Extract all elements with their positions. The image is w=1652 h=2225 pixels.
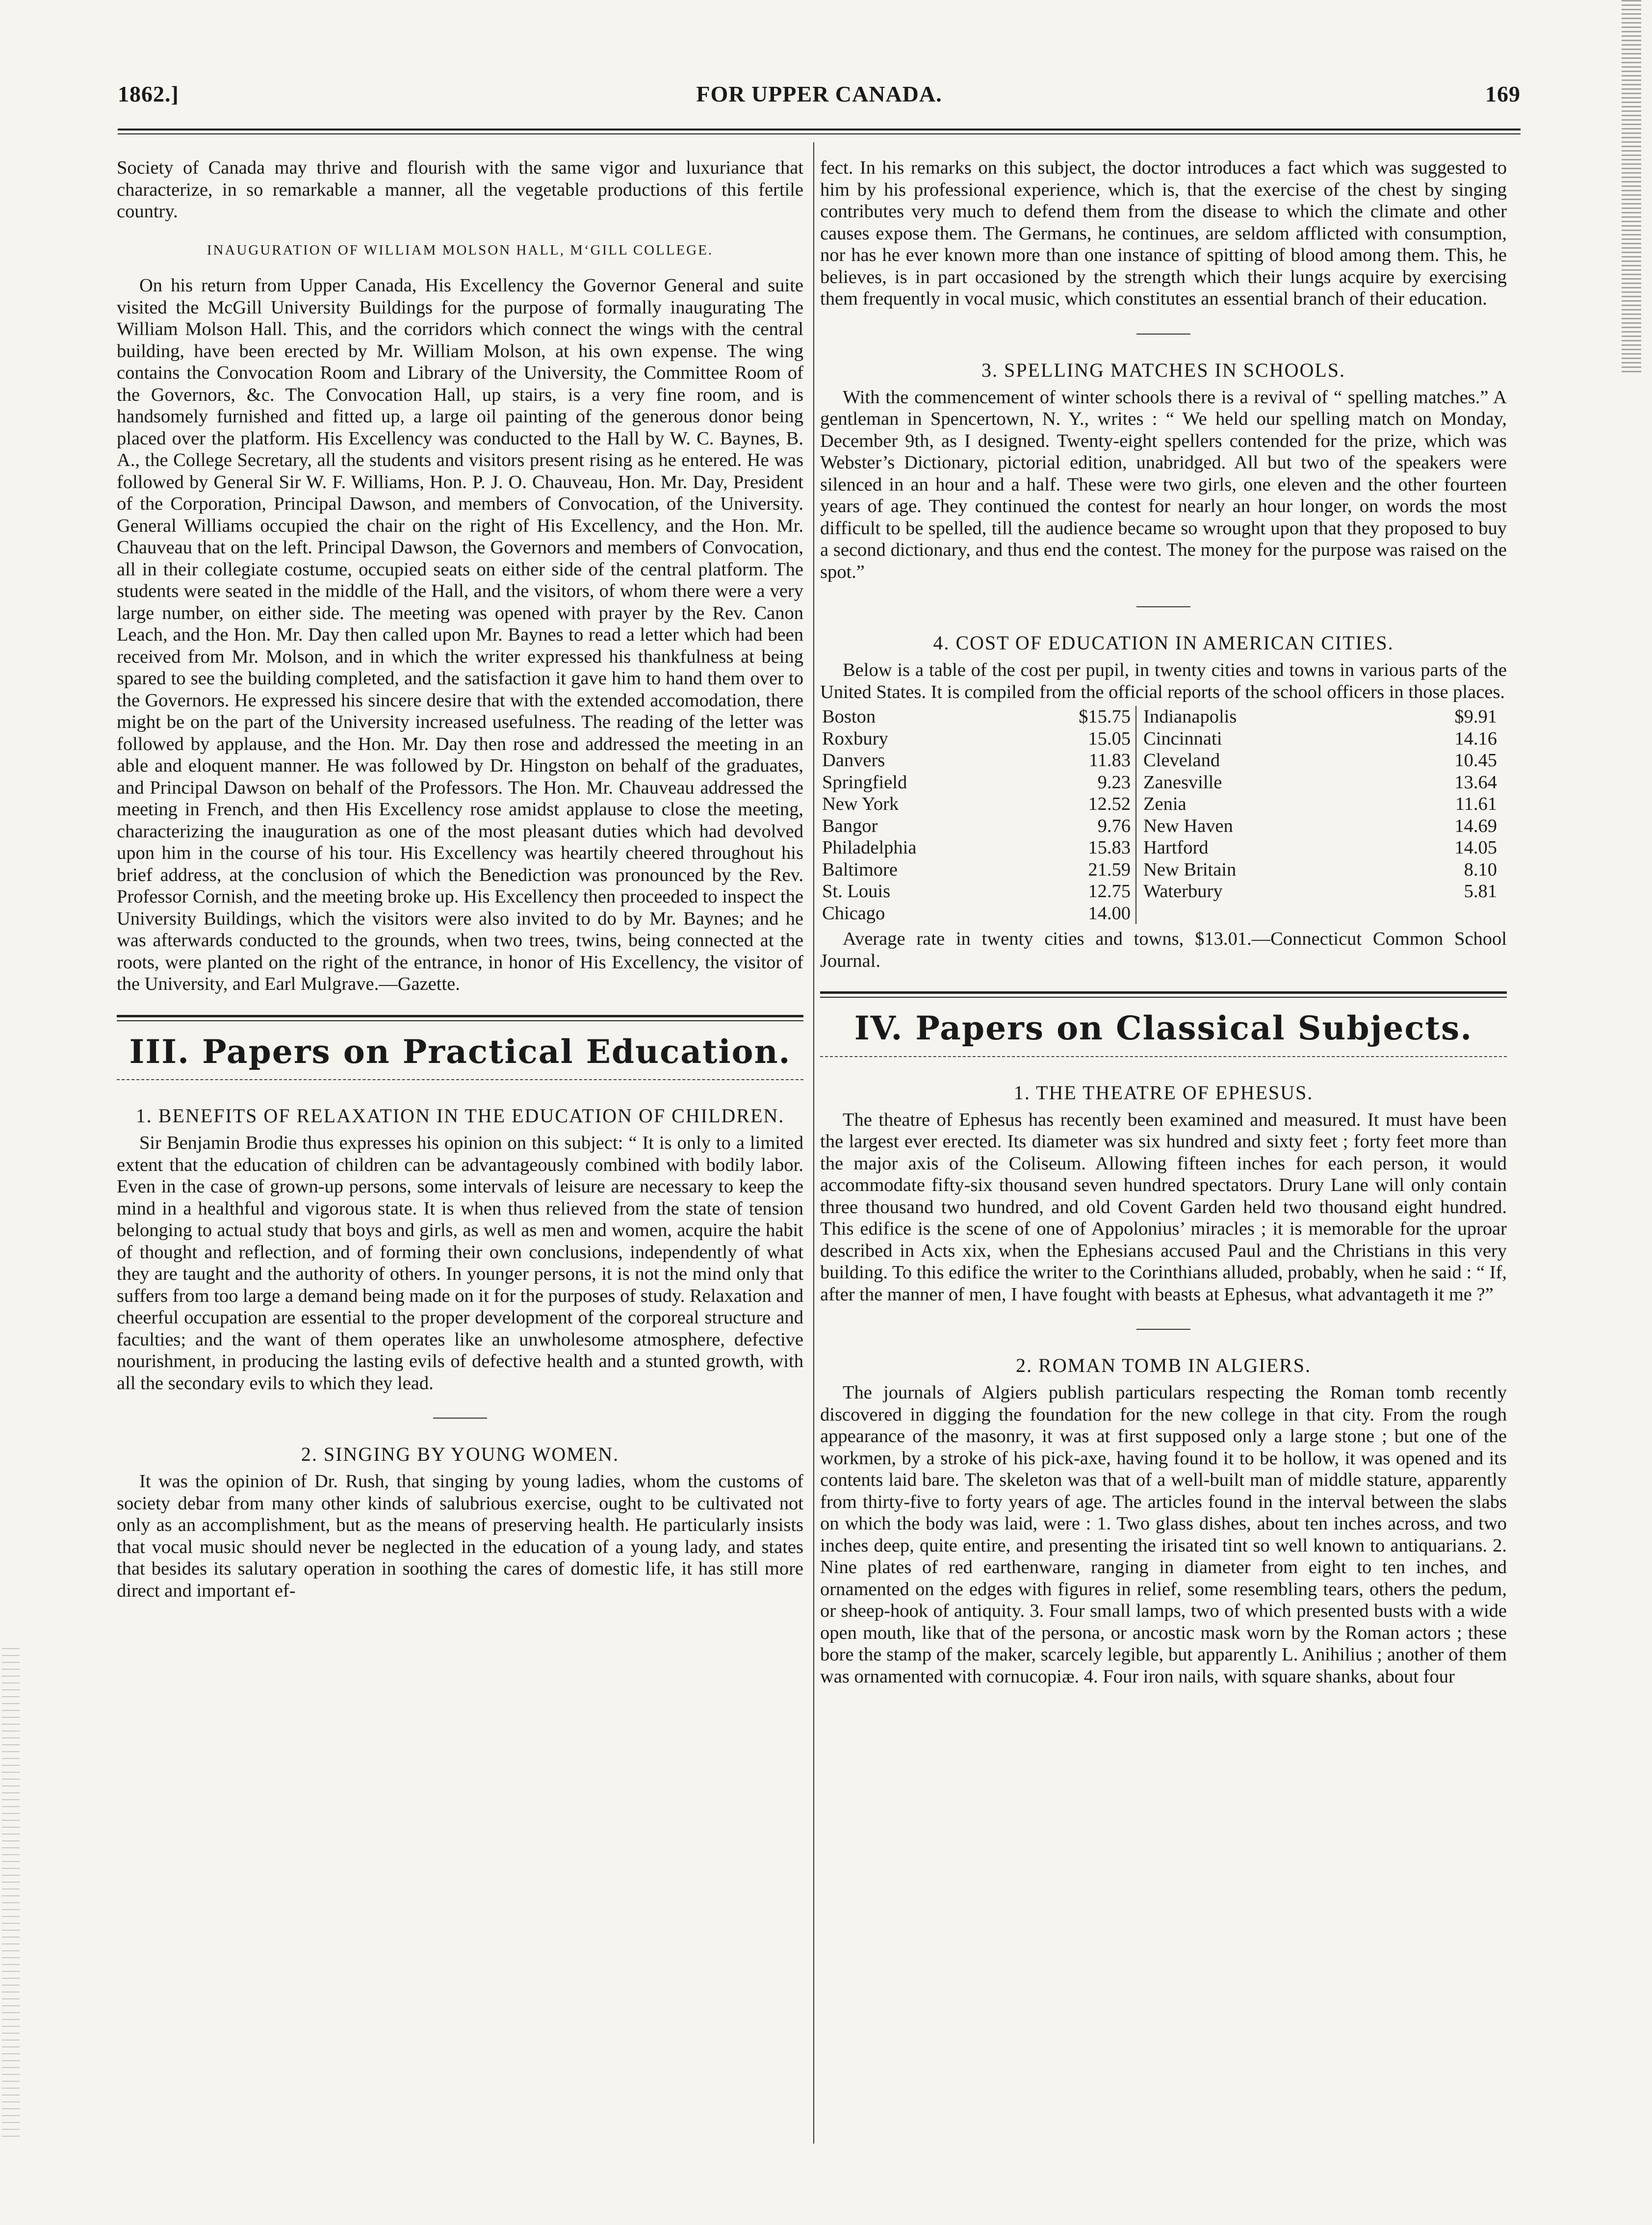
amount-cell: 13.64 [1454, 772, 1497, 793]
table-row [820, 728, 1507, 750]
amount-cell: 14.00 [1047, 903, 1136, 925]
header-title: FOR UPPER CANADA. [696, 81, 942, 106]
city-cell: Cincinnati [1143, 728, 1222, 749]
singing-paragraph: It was the opinion of Dr. Rush, that singing by young ladies, whom the customs of society debar from many other kinds of salubrious exercise, ought to be cultivated not only as an accomplishment, but as the means of preserving health. He particularly insists that vocal music should never be neglected in the education of a young lady, and states that besides its salutary operation in soothing the cares of domestic life, it has still more direct and important ef- [117, 1471, 803, 1601]
short-rule [1136, 606, 1190, 607]
city-cell [1136, 903, 1397, 925]
amount-cell: 9.23 [1047, 772, 1136, 794]
ephesus-paragraph: The theatre of Ephesus has recently been examined and measured. It must have been the largest ever erected. Its diameter was six hundred and sixty feet ; forty feet more than the major axis of the Coliseum. Allowing fifteen inches for each person, it would accommodate fifty-six thousand seven hundred spectators. Drury Lane will only contain three thousand two hundred, and old Covent Garden held two thousand eight hundred. This edifice is the scene of one of Appolonius’ miracles ; it is memorable for the uproar described in Acts xix, when the Ephesians accused Paul and the Christians in this very building. To this edifice the writer to the Corinthians alluded, probably, when he said : “ If, after the manner of men, I have fought with beasts at Ephesus, what advantageth it me ?” [820, 1109, 1507, 1305]
city-cell: Cleveland [1143, 750, 1220, 771]
section-heading-ephesus: 1. THE THEATRE OF EPHESUS. [1013, 1081, 1314, 1104]
relaxation-paragraph: Sir Benjamin Brodie thus expresses his opinion on this subject: “ It is only to a limited extent that the education of children can be advantageously combined with bodily labor. Even in the case of grown-up persons, some intervals of leisure are necessary to keep the mind in a healthful and vigorous state. It is when thus relieved from the state of tension belonging to actual study that boys and girls, as well as men and women, acquire the habit of thought and reflection, and of forming their own conclusions, independently of what they are taught and the authority of others. In younger persons, it is not the mind only that suffers from too large a demand being made on it for the purposes of study. Relaxation and cheerful occupation are essential to the proper development of the corporeal structure and faculties; and the want of them operates like an unwholesome atmosphere, defective nourishment, in producing the lasting evils of defective health and a stunted growth, with all the secondary evils to which they lead. [117, 1133, 803, 1394]
cost-average: Average rate in twenty cities and towns, $13.01.—Connecticut Common School Journal. [820, 929, 1507, 971]
amount-cell: 14.69 [1454, 815, 1497, 836]
city-cell: Bangor [822, 815, 878, 836]
city-cell: Roxbury [822, 728, 888, 749]
table-row [820, 750, 1507, 772]
short-rule [1136, 334, 1190, 335]
section-heading-relaxation: 1. BENEFITS OF RELAXATION IN THE EDUCATION OF CHILDREN. [135, 1105, 785, 1127]
city-cell: New York [822, 794, 899, 814]
roman-tomb-paragraph: The journals of Algiers publish particulars respecting the Roman tomb recently discovered in digging the foundation for the new college in that city. From the rough appearance of the masonry, it was at first supposed only a large stone ; but one of the workmen, by a stroke of his pick-axe, having found it to be hollow, it was opened and its contents laid bare. The skeleton was that of a well-built man of middle stature, apparently from thirty-five to forty years of age. The articles found in the interval between the slabs on which the body was laid, were : 1. Two glass dishes, about ten inches across, and two inches deep, quite entire, and presenting the irisated tint so well known to antiquarians. 2. Nine plates of red earthenware, ranging in diameter from eight to ten inches, and ornamented on the edges with figures in relief, some resembling tears, others the pedum, or sheep-hook of antiquity. 3. Four small lamps, two of which presented busts with a wide open mouth, like that of the persona, or ancostic mask worn by the Roman actors ; these bore the stamp of the maker, scarcely legible, but apparently L. Anihilius ; another of them was ornamented with cornucopiæ. 4. Four iron nails, with square shanks, about four [820, 1382, 1507, 1687]
amount-cell: 8.10 [1464, 859, 1497, 880]
city-cell: Chicago [822, 903, 885, 924]
city-cell: St. Louis [822, 881, 891, 902]
margin-scan-marks-left [2, 1648, 20, 2139]
table-row [820, 880, 1507, 903]
section-heading-spelling: 3. SPELLING MATCHES IN SCHOOLS. [981, 359, 1346, 381]
amount-cell: 15.83 [1047, 837, 1136, 859]
city-cell: Baltimore [822, 859, 898, 880]
city-cell: Zanesville [1143, 772, 1222, 793]
inauguration-heading: INAUGURATION OF WILLIAM MOLSON HALL, M‘GILL COLLEGE. [206, 242, 714, 258]
title-ornament-rule [820, 1056, 1507, 1057]
section-rule [117, 1015, 803, 1017]
amount-cell: 11.83 [1047, 750, 1136, 772]
table-row [820, 903, 1507, 925]
spelling-paragraph: With the commencement of winter schools there is a revival of “ spelling matches.” A gentleman in Spencertown, N. Y., writes : “ We held our spelling match on Monday, December 9th, as I designed. Twenty-eight spellers contended for the prize, which was Webster’s Dictionary, pictorial edition, unabridged. All but two of the speakers were silenced in an hour and a half. These were two girls, one eleven and the other fourteen years of age. They continued the contest for nearly an hour longer, on words the most difficult to be spelled, till the audience became so wrought upon that they proposed to buy a second dictionary, and thus end the contest. The money for the purpose was raised on the spot.” [820, 387, 1507, 582]
table-row [820, 815, 1507, 837]
header-page-number: 169 [1485, 81, 1521, 106]
title-ornament-rule [117, 1079, 803, 1080]
table-row [820, 837, 1507, 859]
inauguration-paragraph: On his return from Upper Canada, His Excellency the Governor General and suite visited the McGill University Buildings for the purpose of formally inaugurating The William Molson Hall. This, and the corridors which connect the wings with the central building, have been erected by Mr. William Molson, at his own expense. The wing contains the Convocation Room and Library of the University, the Committee Room of the Governors, &c. The Convocation Hall, up stairs, is a very fine room, and is handsomely furnished and fitted up, a large oil painting of the generous donor being placed over the platform. His Excellency was conducted to the Hall by W. C. Baynes, B. A., the College Secretary, all the students and visitors present rising as he entered. He was followed by General Sir W. F. Williams, Hon. P. J. O. Chauveau, Hon. Mr. Day, President of the Corporation, Principal Dawson, and members of Convocation, of the University. General Williams occupied the chair on the right of His Excellency, and the Hon. Mr. Chauveau that on the left. Principal Dawson, the Governors and members of Convocation, all in their collegiate costume, occupied seats on either side of the central platform. The students were seated in the middle of the Hall, and the visitors, of whom there were a very large number, on either side. The meeting was opened with prayer by the Rev. Canon Leach, and the Hon. Mr. Day then called upon Mr. Baynes to read a letter which had been received from Mr. Molson, and in which the writer expressed his thankfulness at being spared to see the building completed, and the satisfaction it gave him to hand them over to the Governors. He expressed his sincere desire that with the extended accomodation, there might be on the part of the University increased usefulness. The reading of the letter was followed by applause, and the Hon. Mr. Day then rose and addressed the meeting in an able and eloquent manner. He was followed by Dr. Hingston on behalf of the graduates, and Principal Dawson on behalf of the Professors. The Hon. Mr. Chauveau addressed the meeting in French, and then His Excellency rose amidst applause to close the meeting, characterizing the inauguration as one of the most pleasant duties which had devolved upon him in the course of his tour. His Excellency was heartily cheered throughout his brief address, at the conclusion of which the Benediction was pronounced by the Rev. Professor Cornish, and the meeting broke up. His Excellency then proceeded to inspect the University Buildings, which the visitors were also invited to do by Mr. Baynes; and he was afterwards conducted to the grounds, when two trees, twins, being connected at the roots, were planted on the right of the entrance, in honor of His Excellency, the visitor of the University, and Earl Mulgrave.—Gazette. [117, 275, 803, 994]
table-row [820, 859, 1507, 881]
amount-cell: 15.05 [1047, 728, 1136, 750]
city-cell: New Haven [1143, 815, 1233, 836]
amount-cell: 12.75 [1047, 880, 1136, 903]
amount-cell: $9.91 [1454, 706, 1497, 727]
amount-cell: 9.76 [1047, 815, 1136, 837]
amount-cell: 14.05 [1454, 837, 1497, 858]
section-rule [820, 991, 1507, 994]
paragraph-continuation: Society of Canada may thrive and flourish with the same vigor and luxuriance that characterize, in so remarkable a manner, all the vegetable productions of this fertile country. [117, 157, 803, 222]
city-cell: Boston [822, 706, 876, 727]
table-row [820, 793, 1507, 815]
city-cell: Springfield [822, 772, 907, 793]
amount-cell: 10.45 [1454, 750, 1497, 771]
singing-paragraph-continued: fect. In his remarks on this subject, the doctor introduces a fact which was suggested to him by his professional experience, which is, that the exercise of the chest by singing contributes very much to defend them from the disease to which the climate and other causes expose them. The Germans, he continues, are seldom afflicted with consumption, nor has he ever known more than one instance of spitting of blood among them. This, he believes, is in part occasioned by the strength which their lungs acquire by exercising them frequently in vocal music, which constitutes an essential branch of their education. [820, 157, 1507, 309]
right-column [820, 157, 1507, 1687]
city-cell: Zenia [1143, 794, 1187, 814]
city-cell: Danvers [822, 750, 885, 771]
cost-table [820, 706, 1507, 924]
section-heading-roman-tomb: 2. ROMAN TOMB IN ALGIERS. [1016, 1354, 1311, 1376]
page-header [118, 81, 1521, 115]
margin-scan-marks [1622, 0, 1641, 373]
part-four-title: IV. Papers on Classical Subjects. [854, 1009, 1473, 1047]
header-year: 1862.] [118, 81, 179, 106]
section-rule-thin [820, 997, 1507, 998]
city-cell: Indianapolis [1143, 706, 1237, 727]
city-cell: Philadelphia [822, 837, 917, 858]
table-row [820, 706, 1507, 728]
table-row [820, 772, 1507, 794]
amount-cell: 12.52 [1047, 793, 1136, 815]
city-cell: Hartford [1143, 837, 1209, 858]
amount-cell [1397, 903, 1507, 925]
section-heading-cost: 4. COST OF EDUCATION IN AMERICAN CITIES. [933, 632, 1394, 654]
section-heading-singing: 2. SINGING BY YOUNG WOMEN. [301, 1443, 620, 1465]
section-rule-thin [117, 1020, 803, 1021]
city-cell: New Britain [1143, 859, 1237, 880]
short-rule [433, 1418, 487, 1419]
part-three-title: III. Papers on Practical Education. [129, 1032, 791, 1071]
amount-cell: 5.81 [1464, 881, 1497, 902]
amount-cell: $15.75 [1047, 706, 1136, 728]
header-rule [118, 129, 1521, 130]
cost-intro-paragraph: Below is a table of the cost per pupil, in twenty cities and towns in various parts of the United States. It is compiled from the official reports of the school officers in those places. [820, 660, 1507, 702]
amount-cell: 11.61 [1455, 794, 1497, 814]
city-cell: Waterbury [1143, 881, 1223, 902]
column-divider [813, 142, 814, 2144]
amount-cell: 21.59 [1047, 859, 1136, 881]
header-rule-thin [118, 133, 1521, 134]
short-rule [1136, 1329, 1190, 1330]
amount-cell: 14.16 [1454, 728, 1497, 749]
left-column [117, 157, 803, 1602]
